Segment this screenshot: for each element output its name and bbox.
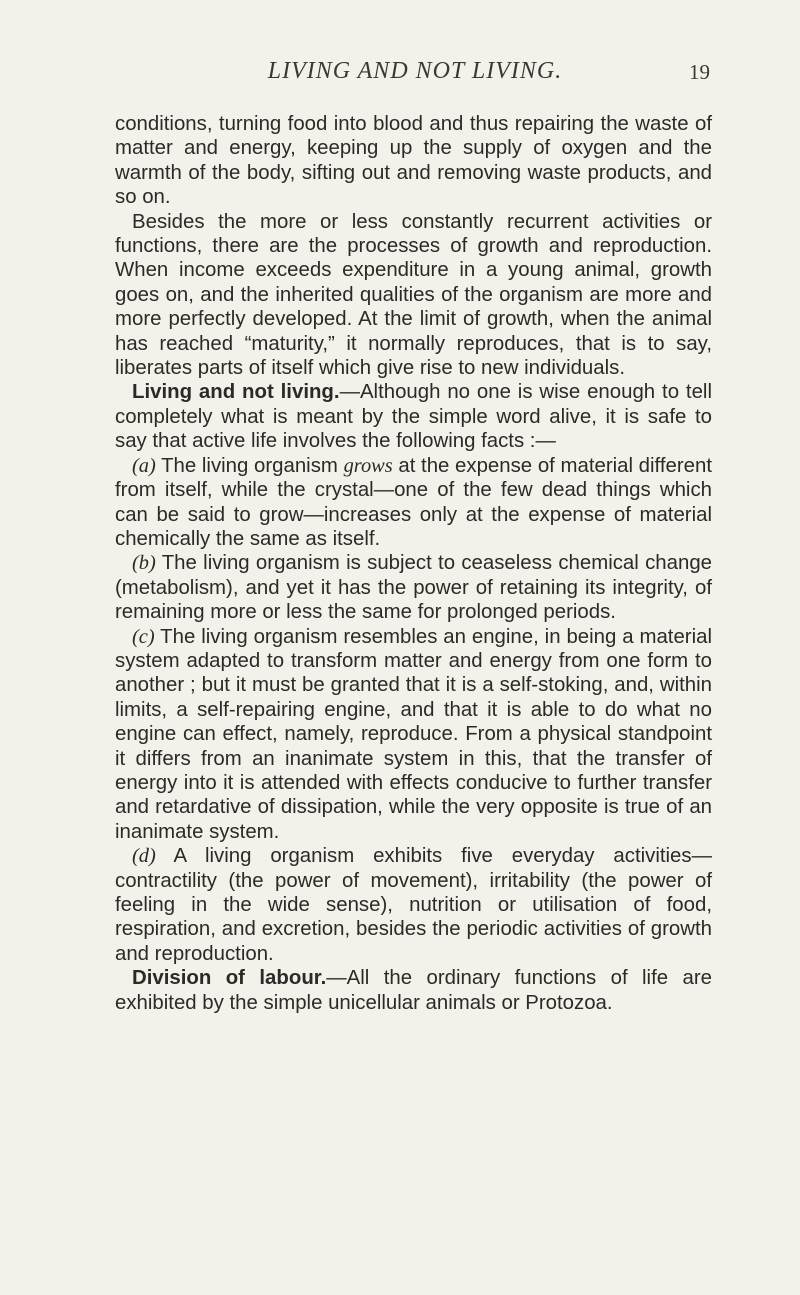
- list-item-d: [115, 844, 712, 966]
- section-heading-living-not-living: Living and not living.: [132, 381, 340, 404]
- list-label-a: (a): [132, 454, 156, 477]
- running-header: [120, 58, 710, 88]
- body-text: [115, 112, 712, 1015]
- list-text-a-after: at the expense of material different from itself, while the crystal—one of the few dead things which can be said to grow—increases only at the expense of material chemically the same as itself.: [115, 454, 712, 550]
- paragraph-division-of-labour: [115, 966, 712, 1015]
- paragraph-growth-reproduction: Besides the more or less constantly recurrent activities or functions, there are the processes of growth and reproduction. When income exceeds expenditure in a young animal, growth goes on, and the inherited qualities of the organism are more and more perfectly developed. At the limit of growth, when the animal has reached “maturity,” it normally reproduces, that is to say, liberates parts of itself which give rise to new individuals.: [115, 210, 712, 380]
- paragraph-conditions: conditions, turning food into blood and thus repairing the waste of matter and energy, keeping up the supply of oxygen and the warmth of the body, sifting out and removing waste products, and so on.: [115, 113, 712, 209]
- running-title: LIVING AND NOT LIVING.: [267, 58, 563, 84]
- page-number: 19: [689, 60, 710, 84]
- list-text-b: The living organism is subject to ceaseless chemical change (metabolism), and yet it has the power of retaining its integrity, of remaining more or less the same for prolonged periods.: [115, 552, 712, 624]
- list-label-c: (c): [132, 625, 155, 648]
- list-item-c: [115, 625, 712, 845]
- list-item-b: [115, 551, 712, 624]
- emphasis-grows: grows: [343, 454, 393, 477]
- list-item-a: [115, 454, 712, 552]
- list-text-d: A living organism exhibits five everyday activities—contractility (the power of movement), irritability (the power of feeling in the wide sense), nutrition or utilisation of food, respiration, and excretion, besides the periodic activities of growth and reproduction.: [115, 845, 712, 965]
- paragraph-text: —All the ordinary functions of life are exhibited by the simple unicellular animals or Protozoa.: [115, 967, 712, 1014]
- section-heading-division-of-labour: Division of labour.: [132, 967, 327, 990]
- list-label-d: (d): [132, 845, 156, 868]
- paragraph-living-not-living: [115, 380, 712, 453]
- list-text-c: The living organism resembles an engine, in being a material system adapted to transform matter and energy from one form to another ; but it must be granted that it is a self-stoking, and, within limits, a self-repairing engine, and that it is able to do what no engine can effect, namely, reproduce. From a physical standpoint it differs from an inanimate system in this, that the transfer of energy into it is attended with effects conducive to further transfer and retardative of dissipation, while the very opposite is true of an inanimate system.: [115, 625, 712, 843]
- list-text-a-before: The living organism: [155, 454, 344, 477]
- paragraph-text: —Although no one is wise enough to tell completely what is meant by the simple word alive, it is safe to say that active life involves the following facts :—: [115, 381, 712, 453]
- list-label-b: (b): [132, 552, 156, 575]
